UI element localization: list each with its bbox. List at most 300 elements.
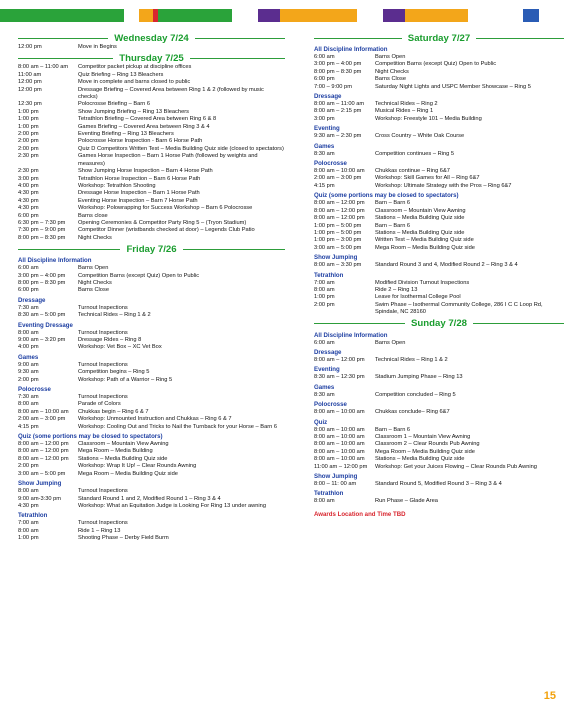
schedule-row — [18, 287, 285, 294]
event-description: Workshop: Wrap It Up! – Clear Rounds Awning — [78, 463, 197, 470]
schedule-row — [314, 449, 564, 456]
schedule-row — [314, 456, 564, 463]
event-description: Cross Country – White Oak Course — [375, 133, 465, 140]
event-description: Night Checks — [78, 234, 112, 241]
event-time: 8:00 am – 10:00 am — [314, 434, 365, 440]
schedule-row — [314, 208, 564, 215]
right-day-list — [314, 32, 564, 506]
schedule-row — [18, 456, 285, 463]
schedule-row — [314, 54, 564, 61]
category-tetrathlon: Tetrathlon — [18, 512, 48, 520]
event-time: 2:00 pm — [18, 376, 39, 383]
schedule-row — [18, 394, 285, 401]
heading-rule — [473, 323, 564, 324]
event-description: Classroom – Mountain View Awning — [375, 207, 466, 214]
schedule-row — [18, 235, 285, 242]
schedule-row — [314, 230, 564, 237]
schedule-row — [314, 357, 564, 364]
event-description: Ride 2 – Ring 13 — [375, 286, 418, 293]
heading-rule — [18, 58, 113, 59]
awards-note: Awards Location and Time TBD — [314, 510, 406, 518]
heading-rule — [18, 38, 108, 39]
schedule-row — [314, 76, 564, 83]
event-description: Barns Close — [375, 76, 406, 83]
day-heading-wednesday-7-24 — [18, 32, 285, 44]
event-time: 8:00 am – 10:00 am — [314, 456, 365, 463]
category-games: Games — [314, 383, 335, 391]
schedule-row — [18, 416, 285, 423]
schedule-row — [314, 168, 564, 175]
event-time: 4:30 pm — [18, 502, 39, 509]
schedule-row — [314, 151, 564, 158]
event-time: 9:30 am – 2:30 pm — [314, 133, 362, 140]
event-time: 6:00 am — [314, 339, 335, 346]
event-time: 8:00 am – 10:00 am — [314, 409, 365, 416]
heading-rule — [476, 38, 564, 39]
event-time: 8:00 pm – 8:30 pm — [18, 234, 66, 241]
event-description: Night Checks — [78, 279, 112, 286]
heading-rule — [18, 249, 120, 250]
event-description: Technical Rides – Ring 1 & 2 — [78, 312, 151, 319]
event-time: 8:00 am — [18, 401, 39, 408]
event-description: Barn – Barn 6 — [375, 222, 411, 229]
schedule-row — [18, 337, 285, 344]
event-time: 4:30 pm — [18, 190, 39, 197]
schedule-row — [314, 280, 564, 287]
event-time: 3:00 am – 5:00 pm — [314, 244, 362, 251]
event-time: 1:00 pm — [314, 294, 335, 301]
day-heading-thursday-7-25 — [18, 52, 285, 64]
event-time: 7:30 pm – 9:00 pm — [18, 227, 66, 234]
event-description: Classroom – Mountain View Awning — [78, 441, 169, 448]
schedule-row — [18, 138, 285, 145]
event-description: Barns close — [78, 212, 108, 219]
event-time: 7:00 – 9:00 pm — [314, 83, 352, 90]
color-bar-segment — [280, 9, 357, 22]
event-description: Chukkas begin – Ring 6 & 7 — [78, 408, 149, 415]
event-description: Move in Begins — [78, 44, 117, 50]
category-show-jumping: Show Jumping — [314, 473, 358, 481]
event-description: Turnout Inspections — [78, 304, 128, 311]
event-description: Quiz Briefing – Ring 13 Bleachers — [78, 71, 164, 78]
schedule-row — [18, 401, 285, 408]
event-time: 8:00 am — [18, 488, 39, 495]
event-time: 7:00 am — [314, 279, 335, 286]
schedule-row — [18, 44, 285, 51]
event-time: 1:00 pm – 5:00 pm — [314, 229, 362, 236]
event-description: Eventing Horse Inspection – Barn 7 Horse Path — [78, 197, 198, 204]
event-description: Competition begins – Ring 5 — [78, 369, 150, 376]
event-description: Competition concluded – Ring 5 — [375, 391, 456, 398]
event-time: 4:00 pm — [18, 344, 39, 351]
color-bar-segment — [523, 9, 539, 22]
event-description: Workshop: Skill Games for All – Ring 6&7 — [375, 175, 480, 182]
event-description: Workshop: Vet Box – XC Vet Box — [78, 344, 162, 351]
event-description: Swim Phase – Isothermal Community College, 286 I C C Loop Rd, Spindale, NC 28160 — [375, 301, 543, 316]
event-time: 8:00 am — [18, 329, 39, 336]
event-description: Barns Open — [375, 339, 406, 346]
event-description: Workshop: Path of a Warrior – Ring 5 — [78, 376, 173, 383]
schedule-row — [18, 496, 285, 503]
event-time: 8:00 am – 12:00 pm — [314, 215, 365, 222]
category-all-discipline-information: All Discipline Information — [314, 331, 388, 339]
day-heading-text: Wednesday 7/24 — [114, 32, 189, 44]
category-eventing-dressage: Eventing Dressage — [18, 321, 73, 329]
event-time: 7:30 am — [18, 304, 39, 311]
category-games: Games — [314, 142, 335, 150]
schedule-row — [18, 448, 285, 455]
event-description: Show Jumping Horse Inspection – Barn 4 Horse Path — [78, 168, 213, 175]
event-description: Polocrosse Briefing – Barn 6 — [78, 101, 151, 108]
schedule-row — [314, 498, 564, 505]
schedule-row — [18, 131, 285, 138]
event-description: Parade of Colors — [78, 401, 121, 408]
event-time: 1:00 pm — [18, 535, 39, 542]
schedule-row — [18, 344, 285, 351]
event-time: 3:00 am – 5:00 pm — [18, 470, 66, 477]
event-time: 8:00 am – 11:00 am — [314, 101, 365, 108]
schedule-row — [314, 237, 564, 244]
event-description: Mega Room – Media Building — [78, 448, 153, 455]
schedule-row — [18, 220, 285, 227]
schedule-row — [18, 369, 285, 376]
event-description: Barns Close — [78, 287, 109, 294]
event-time: 2:00 pm — [18, 463, 39, 470]
event-time: 2:00 pm — [18, 131, 39, 138]
event-description: Dressage Horse Inspection – Barn 1 Horse Path — [78, 190, 200, 197]
category-show-jumping: Show Jumping — [18, 480, 62, 488]
schedule-row — [314, 302, 564, 317]
schedule-row — [314, 133, 564, 140]
event-time: 8:00 pm – 8:30 pm — [314, 68, 362, 75]
schedule-row — [314, 340, 564, 347]
event-description: Chukkas continue – Ring 6&7 — [375, 168, 450, 175]
schedule-row — [18, 330, 285, 337]
schedule-row — [314, 101, 564, 108]
schedule-row — [18, 124, 285, 131]
event-time: 6:00 am — [314, 54, 335, 60]
day-heading-friday-7-26 — [18, 243, 285, 255]
event-time: 8:00 am – 10:00 am — [314, 448, 365, 455]
event-time: 1:00 pm — [18, 123, 39, 130]
color-bar-segment — [258, 9, 280, 22]
schedule-row — [314, 116, 564, 123]
schedule-row — [18, 312, 285, 319]
event-description: Competitor packet pickup at discipline offices — [78, 64, 192, 71]
event-time: 12:00 pm — [18, 79, 42, 86]
event-time: 8:00 am – 11:00 am — [18, 64, 69, 71]
event-description: Chukkas conclude– Ring 6&7 — [375, 409, 450, 416]
category-polocrosse: Polocrosse — [314, 160, 347, 168]
schedule-row — [18, 305, 285, 312]
schedule-row — [18, 280, 285, 287]
day-heading-text: Friday 7/26 — [126, 243, 177, 255]
event-description: Competition Barns (except Quiz) Open to Public — [375, 61, 497, 68]
schedule-row — [18, 79, 285, 86]
event-description: Stations – Media Building Quiz side — [375, 215, 465, 222]
schedule-row — [18, 503, 285, 510]
event-time: 8:00 am – 12:00 pm — [314, 356, 365, 363]
right-column — [314, 31, 564, 518]
event-description: Games Briefing – Covered Area between Ring 3 & 4 — [78, 123, 210, 130]
schedule-row — [18, 116, 285, 123]
category-dressage: Dressage — [314, 93, 342, 101]
event-description: Workshop: Get your Juices Flowing – Clear Rounds Pub Awning — [375, 463, 537, 470]
event-description: Workshop: Tetrathlon Shooting — [78, 182, 156, 189]
event-time: 11:00 am — [18, 71, 42, 78]
event-time: 2:00 pm — [18, 145, 39, 152]
event-description: Workshop: Unmounted Instruction and Chukkas – Ring 6 & 7 — [78, 416, 232, 423]
event-description: Night Checks — [375, 68, 409, 75]
event-description: Turnout Inspections — [78, 488, 128, 495]
schedule-row — [18, 183, 285, 190]
event-description: Turnout Inspections — [78, 329, 128, 336]
category-all-discipline-information: All Discipline Information — [314, 46, 388, 53]
schedule-row — [18, 535, 285, 542]
event-time: 6:00 pm — [18, 287, 39, 294]
event-time: 8:00 am — [314, 286, 335, 293]
day-heading-sunday-7-28 — [314, 318, 564, 330]
schedule-row — [314, 374, 564, 381]
event-description: Barns Open — [375, 54, 406, 60]
schedule-row — [18, 424, 285, 431]
event-time: 8:00 am – 12:00 pm — [314, 207, 365, 214]
color-bar-segment — [139, 9, 153, 22]
heading-rule — [190, 58, 285, 59]
schedule-row — [314, 215, 564, 222]
schedule-row — [314, 392, 564, 399]
event-description: Barn – Barn 6 — [375, 200, 411, 207]
event-time: 7:30 am — [18, 394, 39, 401]
event-description: Standard Round 3 and 4, Modified Round 2 – Ring 3 & 4 — [375, 262, 518, 269]
event-description: Ride 1 – Ring 13 — [78, 527, 121, 534]
schedule-row — [18, 146, 285, 153]
event-time: 8:00 am — [18, 527, 39, 534]
schedule-row — [18, 109, 285, 116]
schedule-row — [18, 72, 285, 79]
event-time: 2:00 am – 3:00 pm — [18, 416, 66, 423]
schedule-row — [18, 168, 285, 175]
event-description: Turnout Inspections — [78, 394, 128, 401]
schedule-row — [18, 176, 285, 183]
event-time: 3:00 pm – 4:00 pm — [18, 272, 66, 279]
schedule-row — [314, 183, 564, 190]
event-time: 7:00 am — [18, 520, 39, 527]
category-tetrathlon: Tetrathlon — [314, 490, 344, 498]
event-time: 1:00 pm – 5:00 pm — [314, 222, 362, 229]
event-description: Turnout Inspections — [78, 361, 128, 368]
schedule-row — [314, 200, 564, 207]
event-time: 9:00 am – 3:20 pm — [18, 337, 66, 343]
schedule-row — [314, 61, 564, 68]
event-time: 8:30 am – 5:00 pm — [18, 312, 66, 319]
event-time: 8:00 pm – 8:30 pm — [18, 279, 66, 286]
schedule-row — [314, 427, 564, 434]
event-description: Quiz D Competitors Written Test – Media Building Quiz side (closed to spectators) — [78, 145, 284, 152]
event-time: 8:30 am — [314, 150, 335, 157]
schedule-row — [314, 287, 564, 294]
event-description: Dressage Rides – Ring 8 — [78, 337, 142, 343]
schedule-row — [18, 198, 285, 205]
event-time: 2:00 pm — [314, 301, 335, 308]
event-description: Workshop: Freestyle 101 – Media Building — [375, 115, 482, 122]
event-time: 4:30 pm — [18, 205, 39, 212]
schedule-row — [18, 441, 285, 448]
schedule-row — [314, 262, 564, 269]
schedule-row — [314, 481, 564, 488]
event-time: 12:30 pm — [18, 101, 42, 108]
event-description: Technical Rides – Ring 1 & 2 — [375, 356, 448, 363]
event-time: 9:00 am-3:30 pm — [18, 495, 61, 502]
event-description: Barn – Barn 6 — [375, 426, 411, 433]
event-description: Stations – Media Building Quiz side — [78, 455, 168, 462]
event-description: Shooting Phase – Derby Field Burm — [78, 535, 169, 542]
event-description: Tetrathlon Horse Inspection – Barn 6 Horse Path — [78, 175, 201, 182]
schedule-row — [18, 213, 285, 220]
day-heading-text: Sunday 7/28 — [411, 318, 467, 330]
category-quiz: Quiz (some portions may be closed to spectators) — [314, 192, 459, 200]
schedule-row — [314, 464, 564, 471]
category-polocrosse: Polocrosse — [314, 401, 347, 409]
event-time: 8:00 am – 10:00 am — [314, 168, 365, 175]
event-time: 3:00 pm — [18, 175, 39, 182]
event-time: 4:30 pm — [18, 197, 39, 204]
event-time: 8:00 – 11: 00 am — [314, 481, 357, 488]
category-quiz: Quiz — [314, 418, 328, 426]
schedule-row — [314, 175, 564, 182]
schedule-row — [314, 223, 564, 230]
event-description: Competition continues – Ring 5 — [375, 150, 455, 157]
event-description: Opening Ceremonies & Competitor Party Ring 5 – (Tryon Stadium) — [78, 219, 247, 226]
category-dressage: Dressage — [18, 296, 46, 304]
event-description: Modified Division Turnout Inspections — [375, 279, 470, 286]
event-description: Show Jumping Briefing – Ring 13 Bleachers — [78, 108, 189, 115]
event-description: Mega Room – Media Building Quiz side — [78, 470, 178, 477]
event-time: 3:00 pm — [314, 115, 335, 122]
schedule-row — [18, 471, 285, 478]
event-description: Saturday Night Lights and USPC Member Showcase – Ring 5 — [375, 83, 531, 90]
event-description: Classroom 1 – Mountain View Awning — [375, 434, 471, 440]
event-time: 8:00 am – 10:00 am — [314, 426, 365, 433]
heading-rule — [195, 38, 285, 39]
event-description: Leave for Isothermal College Pool — [375, 294, 461, 301]
day-heading-saturday-7-27 — [314, 32, 564, 44]
event-time: 8:00 am – 12:00 pm — [18, 441, 69, 448]
schedule-row — [18, 463, 285, 470]
category-dressage: Dressage — [314, 348, 342, 356]
event-description: Barns Open — [78, 265, 109, 272]
event-time: 8:30 am — [314, 391, 335, 398]
event-description: Competitor Dinner (wristbands checked at door) – Legends Club Patio — [78, 227, 255, 234]
event-description: Turnout Inspections — [78, 520, 128, 527]
color-bar-segment — [405, 9, 468, 22]
event-time: 9:00 am — [18, 361, 39, 368]
schedule-row — [18, 488, 285, 495]
event-description: Mega Room – Media Building Quiz side — [375, 244, 475, 251]
event-description: Competition Barns (except Quiz) Open to Public — [78, 272, 200, 279]
schedule-row — [314, 245, 564, 252]
day-heading-text: Thursday 7/25 — [119, 52, 184, 64]
event-time: 1:00 pm — [18, 116, 39, 123]
event-description: Written Test – Media Building Quiz side — [375, 237, 474, 244]
event-description: Eventing Briefing – Ring 13 Bleachers — [78, 131, 174, 138]
event-time: 2:30 pm — [18, 153, 39, 160]
schedule-row — [314, 434, 564, 441]
schedule-row — [314, 441, 564, 448]
schedule-row — [314, 409, 564, 416]
event-description: Dressage Briefing – Covered Area between Ring 1 & 2 (followed by music checks) — [78, 86, 264, 101]
event-time: 8:00 am – 12:00 pm — [18, 448, 69, 455]
event-time: 4:00 pm — [18, 182, 39, 189]
event-description: Move in complete and barns closed to public — [78, 79, 191, 86]
schedule-row — [18, 101, 285, 108]
event-description: Classroom 2 – Clear Rounds Pub Awning — [375, 441, 480, 448]
schedule-row — [18, 520, 285, 527]
event-time: 6:00 pm — [18, 212, 39, 219]
schedule-row — [18, 227, 285, 234]
schedule-row — [18, 205, 285, 212]
schedule-row — [18, 190, 285, 197]
color-bar-segment — [0, 9, 124, 22]
event-time: 4:15 pm — [18, 423, 39, 430]
event-time: 8:00 am – 10:00 am — [18, 408, 69, 415]
event-time: 12:00 pm — [18, 86, 42, 93]
schedule-row — [314, 84, 564, 91]
event-description: Games Horse Inspection – Barn 1 Horse Path (followed by weights and measures) — [78, 153, 258, 167]
event-description: Workshop: Cooling Out and Tricks to Nail the Turnback for your Horse – Barn 6 — [78, 423, 278, 430]
event-time: 8:00 am – 3:30 pm — [314, 262, 362, 269]
event-description: Standard Round 1 and 2, Modified Round 1 – Ring 3 & 4 — [78, 495, 221, 502]
category-show-jumping: Show Jumping — [314, 254, 358, 262]
event-description: Musical Rides – Ring 1 — [375, 108, 434, 115]
day-heading-text: Saturday 7/27 — [407, 32, 471, 44]
event-time: 8:00 am – 2:15 pm — [314, 108, 362, 115]
event-time: 12:00 pm — [18, 44, 42, 50]
event-time: 8:00 am – 10:00 am — [314, 441, 365, 448]
schedule-row — [18, 528, 285, 535]
schedule-row — [314, 108, 564, 115]
category-polocrosse: Polocrosse — [18, 386, 51, 394]
category-eventing: Eventing — [314, 366, 340, 374]
color-bar — [0, 9, 574, 22]
event-time: 2:00 am – 3:00 pm — [314, 175, 362, 182]
event-time: 6:00 pm — [314, 76, 335, 83]
event-description: Stadium Jumping Phase – Ring 13 — [375, 374, 463, 381]
event-time: 3:00 pm – 4:00 pm — [314, 61, 362, 68]
event-time: 9:30 am — [18, 369, 39, 376]
event-time: 2:00 pm — [18, 138, 39, 145]
schedule-row — [18, 87, 285, 102]
category-tetrathlon: Tetrathlon — [314, 271, 344, 279]
page-number: 15 — [543, 690, 556, 702]
schedule-row — [18, 273, 285, 280]
left-column — [18, 31, 285, 543]
event-time: 2:30 pm — [18, 168, 39, 175]
schedule-row — [18, 362, 285, 369]
category-games: Games — [18, 353, 39, 361]
event-time: 1:00 pm — [18, 108, 39, 115]
event-time: 6:30 pm – 7:30 pm — [18, 219, 66, 226]
event-time: 1:00 pm – 3:00 pm — [314, 237, 362, 244]
event-time: 6:00 am — [18, 265, 39, 272]
category-eventing: Eventing — [314, 125, 340, 133]
event-description: Tetrathlon Briefing – Covered Area between Ring 6 & 8 — [78, 116, 217, 123]
event-description: Mega Room – Media Building Quiz side — [375, 448, 475, 455]
event-time: 4:15 pm — [314, 182, 335, 189]
color-bar-segment — [158, 9, 232, 22]
event-description: Workshop: What an Equitation Judge is Looking For Ring 13 under awning — [78, 502, 267, 509]
event-description: Stations – Media Building Quiz side — [375, 229, 465, 236]
